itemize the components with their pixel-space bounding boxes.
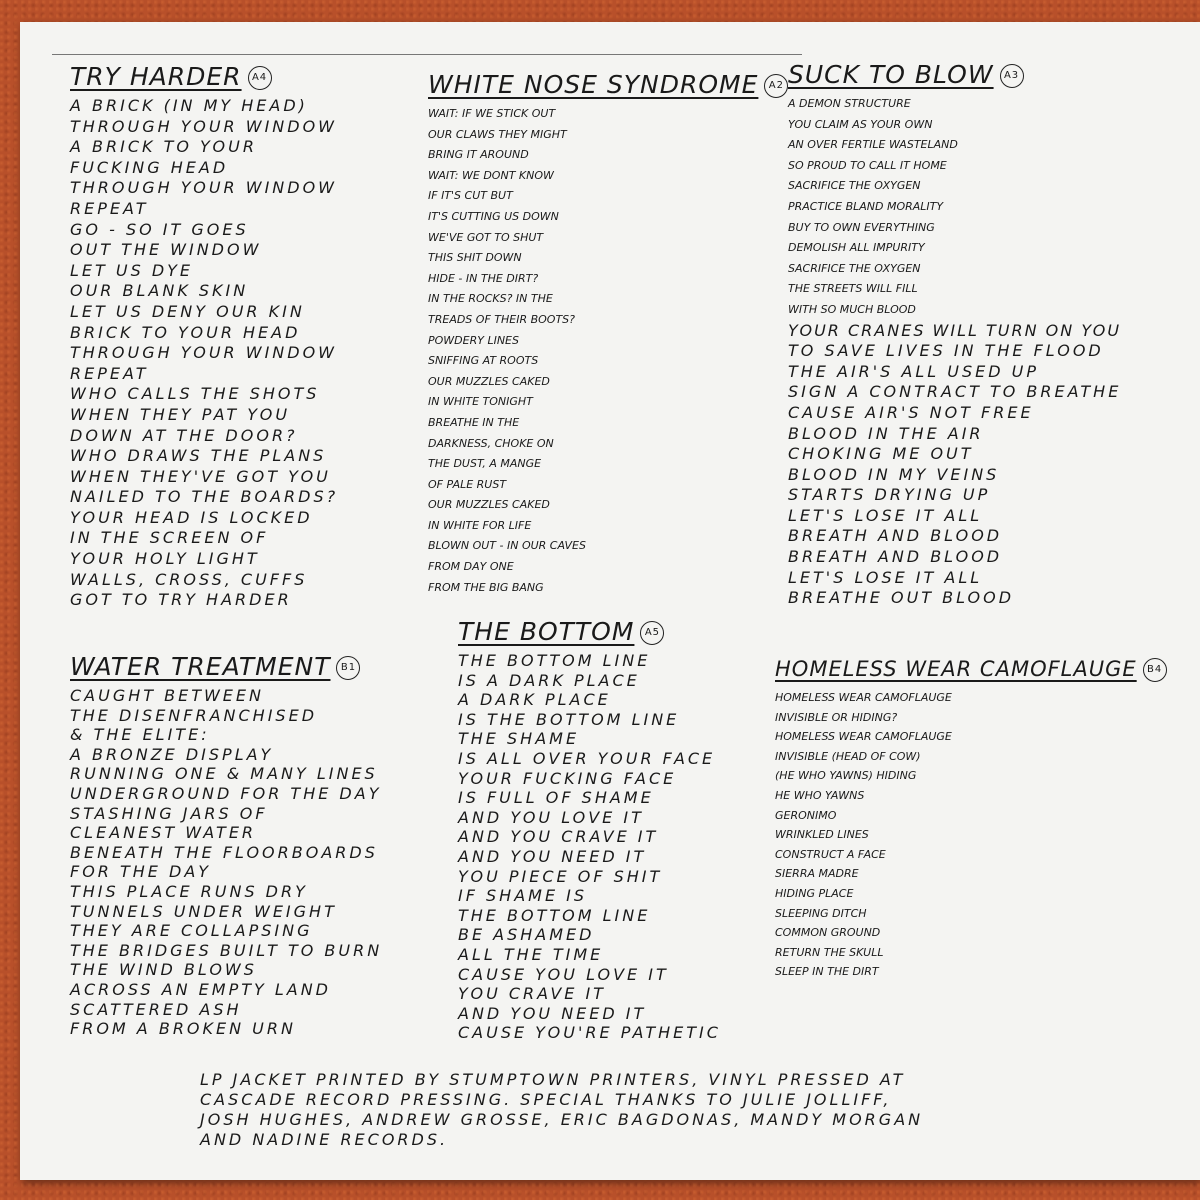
- lyric-line: LET'S LOSE IT ALL: [788, 567, 983, 587]
- lyric-line: PRACTICE BLAND MORALITY: [788, 199, 944, 213]
- lyric-line: THE SHAME: [458, 729, 580, 749]
- lyric-line: YOUR FUCKING FACE: [458, 768, 677, 788]
- lyric-line: & THE ELITE:: [70, 725, 210, 745]
- lyric-line: BE ASHAMED: [458, 925, 595, 945]
- lyric-line: YOUR HEAD IS LOCKED: [70, 507, 313, 527]
- lyric-line: LET'S LOSE IT ALL: [788, 505, 983, 525]
- lyric-line: THE WIND BLOWS: [70, 960, 257, 980]
- lyric-line: FROM DAY ONE: [428, 560, 514, 574]
- lyric-line: SACRIFICE THE OXYGEN: [788, 179, 921, 193]
- lyric-line: BUY TO OWN EVERYTHING: [788, 220, 935, 234]
- lyric-line: IS THE BOTTOM LINE: [458, 709, 680, 729]
- lyric-line: THE BOTTOM LINE: [458, 651, 651, 670]
- credits-line: JOSH HUGHES, ANDREW GROSSE, ERIC BAGDONAS, MANDY MORGAN: [200, 1110, 924, 1129]
- lyric-line: WAIT: WE DONT KNOW: [428, 168, 554, 182]
- lyric-line: THROUGH YOUR WINDOW: [70, 178, 337, 198]
- song-title: WHITE NOSE SYNDROME A2: [428, 70, 788, 100]
- song-title: HOMELESS WEAR CAMOFLAUGE B4: [775, 654, 1167, 684]
- lyric-line: BREATH AND BLOOD: [788, 547, 1003, 567]
- lyric-line: REPEAT: [70, 363, 149, 383]
- song-lyrics: [458, 651, 721, 1043]
- lyric-line: DEMOLISH ALL IMPURITY: [788, 241, 925, 255]
- lyric-line: IF SHAME IS: [458, 886, 588, 906]
- song-suck-to-blow: [788, 60, 1121, 609]
- lyric-line: TO SAVE LIVES IN THE FLOOD: [788, 341, 1104, 361]
- lyric-line: CONSTRUCT A FACE: [775, 847, 886, 861]
- lyric-line: THE DUST, A MANGE: [428, 457, 542, 471]
- lyric-line: IN WHITE FOR LIFE: [428, 518, 532, 532]
- lyric-line: RUNNING ONE & MANY LINES: [70, 764, 378, 784]
- lyric-line: WHO CALLS THE SHOTS: [70, 384, 320, 404]
- lyric-line: BREATHE IN THE: [428, 415, 520, 429]
- lyric-line: YOU PIECE OF SHIT: [458, 866, 663, 886]
- lyric-line: THE BOTTOM LINE: [458, 905, 651, 925]
- lyric-line: A BRONZE DISPLAY: [70, 744, 274, 764]
- lyric-line: AND YOU LOVE IT: [458, 807, 644, 827]
- lyric-line: CLEANEST WATER: [70, 823, 257, 843]
- lyric-line: BLOOD IN MY VEINS: [788, 464, 1000, 484]
- lyric-line: BENEATH THE FLOORBOARDS: [70, 842, 378, 862]
- lyric-line: IN THE SCREEN OF: [70, 528, 269, 548]
- lyric-line: THIS PLACE RUNS DRY: [70, 881, 308, 901]
- lyric-line: WHEN THEY PAT YOU: [70, 404, 291, 424]
- lyric-line: NAILED TO THE BOARDS?: [70, 487, 339, 507]
- lyric-line: COMMON GROUND: [775, 926, 881, 940]
- lyric-line: OF PALE RUST: [428, 477, 507, 491]
- lyric-line: AN OVER FERTILE WASTELAND: [788, 138, 958, 152]
- song-lyrics: [70, 686, 382, 1039]
- lyric-line: TREADS OF THEIR BOOTS?: [428, 312, 575, 326]
- lyric-line: IN WHITE TONIGHT: [428, 395, 533, 409]
- lyric-line: CHOKING ME OUT: [788, 444, 974, 464]
- lyric-line: A BRICK (IN MY HEAD): [70, 96, 308, 115]
- lyric-line: THE STREETS WILL FILL: [788, 282, 918, 296]
- lyric-line: WHO DRAWS THE PLANS: [70, 446, 327, 466]
- lyric-sheet: [20, 22, 1200, 1180]
- credits: [200, 1070, 1100, 1150]
- lyric-line: HOMELESS WEAR CAMOFLAUGE: [775, 730, 952, 744]
- lyric-line: DOWN AT THE DOOR?: [70, 425, 298, 445]
- lyric-line: DARKNESS, CHOKE ON: [428, 436, 554, 450]
- lyric-line: ALL THE TIME: [458, 944, 604, 964]
- lyric-line: (HE WHO YAWNS) HIDING: [775, 769, 917, 783]
- lyric-line: IT'S CUTTING US DOWN: [428, 209, 559, 223]
- lyric-line: WAIT: IF WE STICK OUT: [428, 107, 556, 120]
- lyric-line: CAUSE YOU'RE PATHETIC: [458, 1023, 721, 1043]
- song-lyrics: [70, 96, 338, 611]
- lyric-line: HE WHO YAWNS: [775, 788, 865, 802]
- lyric-line: THEY ARE COLLAPSING: [70, 921, 313, 941]
- song-white-nose-syndrome: [428, 70, 788, 598]
- lyric-line: SO PROUD TO CALL IT HOME: [788, 158, 947, 172]
- lyric-line: CAUGHT BETWEEN: [70, 686, 264, 705]
- lyric-line: SNIFFING AT ROOTS: [428, 354, 539, 368]
- lyric-line: THE DISENFRANCHISED: [70, 705, 318, 725]
- song-the-bottom: [458, 617, 721, 1043]
- track-badge: A4: [248, 66, 272, 90]
- song-lyrics: [428, 104, 788, 598]
- song-lyrics: [775, 688, 1167, 982]
- lyric-line: YOUR CRANES WILL TURN ON YOU: [788, 320, 1122, 340]
- credits-line: CASCADE RECORD PRESSING. SPECIAL THANKS TO JULIE JOLLIFF,: [200, 1090, 892, 1109]
- lyric-line: GO - SO IT GOES: [70, 219, 249, 239]
- lyric-line: CAUSE YOU LOVE IT: [458, 964, 669, 984]
- lyric-line: IN THE ROCKS? IN THE: [428, 292, 553, 306]
- lyric-line: ACROSS AN EMPTY LAND: [70, 979, 331, 999]
- lyric-line: LET US DYE: [70, 260, 194, 280]
- track-badge: B1: [336, 656, 360, 680]
- lyric-line: A DEMON STRUCTURE: [788, 97, 911, 110]
- top-rule: [52, 54, 802, 55]
- credits-line: LP JACKET PRINTED BY STUMPTOWN PRINTERS, VINYL PRESSED AT: [200, 1070, 906, 1089]
- lyric-line: THE AIR'S ALL USED UP: [788, 361, 1040, 381]
- lyric-line: AND YOU CRAVE IT: [458, 827, 659, 847]
- song-water-treatment: [70, 652, 382, 1039]
- lyric-line: SLEEP IN THE DIRT: [775, 965, 879, 979]
- lyric-line: INVISIBLE OR HIDING?: [775, 710, 898, 724]
- lyric-line: INVISIBLE (HEAD OF COW): [775, 749, 921, 763]
- lyric-line: HIDING PLACE: [775, 886, 854, 900]
- song-title: WATER TREATMENT B1: [70, 652, 382, 682]
- lyric-line: IF IT'S CUT BUT: [428, 189, 513, 203]
- lyric-line: HOMELESS WEAR CAMOFLAUGE: [775, 691, 952, 704]
- lyric-line: BRING IT AROUND: [428, 148, 529, 162]
- lyric-line: STARTS DRYING UP: [788, 485, 991, 505]
- lyric-line: WRINKLED LINES: [775, 828, 869, 842]
- lyric-line: THROUGH YOUR WINDOW: [70, 343, 337, 363]
- lyric-line: SACRIFICE THE OXYGEN: [788, 261, 921, 275]
- lyric-line: OUR MUZZLES CAKED: [428, 498, 550, 512]
- lyric-line: AND YOU NEED IT: [458, 1003, 647, 1023]
- track-badge: A2: [764, 74, 788, 98]
- lyric-line: OUR CLAWS THEY MIGHT: [428, 127, 567, 141]
- lyric-line: IS ALL OVER YOUR FACE: [458, 748, 716, 768]
- lyric-line: BLOOD IN THE AIR: [788, 423, 984, 443]
- lyric-line: WHEN THEY'VE GOT YOU: [70, 466, 331, 486]
- lyric-line: OUT THE WINDOW: [70, 240, 262, 260]
- lyric-line: WITH SO MUCH BLOOD: [788, 302, 916, 316]
- song-homeless-wear-camoflauge: [775, 654, 1167, 982]
- credits-line: AND NADINE RECORDS.: [200, 1130, 449, 1149]
- lyric-line: OUR MUZZLES CAKED: [428, 374, 550, 388]
- lyric-line: GOT TO TRY HARDER: [70, 590, 292, 610]
- lyric-line: FROM THE BIG BANG: [428, 580, 544, 594]
- lyric-line: STASHING JARS OF: [70, 803, 268, 823]
- song-try-harder: [70, 62, 338, 611]
- lyric-line: BREATHE OUT BLOOD: [788, 588, 1015, 608]
- lyric-line: FROM A BROKEN URN: [70, 1019, 296, 1039]
- lyric-line: SIERRA MADRE: [775, 867, 859, 881]
- lyric-line: BRICK TO YOUR HEAD: [70, 322, 301, 342]
- lyric-line: SLEEPING DITCH: [775, 906, 867, 920]
- track-badge: B4: [1143, 658, 1167, 682]
- lyric-line: LET US DENY OUR KIN: [70, 301, 305, 321]
- lyric-line: YOUR HOLY LIGHT: [70, 549, 260, 569]
- lyric-line: GERONIMO: [775, 808, 837, 822]
- lyric-line: A DARK PLACE: [458, 690, 611, 710]
- lyric-line: FUCKING HEAD: [70, 157, 229, 177]
- lyric-line: REPEAT: [70, 198, 149, 218]
- lyric-line: IS A DARK PLACE: [458, 670, 640, 690]
- lyric-line: SCATTERED ASH: [70, 999, 242, 1019]
- track-badge: A3: [1000, 64, 1024, 88]
- lyric-line: SIGN A CONTRACT TO BREATHE: [788, 382, 1122, 402]
- song-title: SUCK TO BLOW A3: [788, 60, 1121, 90]
- lyric-line: AND YOU NEED IT: [458, 846, 647, 866]
- lyric-line: WE'VE GOT TO SHUT: [428, 230, 544, 244]
- track-badge: A5: [640, 621, 664, 645]
- lyric-line: CAUSE AIR'S NOT FREE: [788, 402, 1034, 422]
- lyric-line: HIDE - IN THE DIRT?: [428, 271, 539, 285]
- lyric-line: POWDERY LINES: [428, 333, 519, 347]
- lyric-line: UNDERGROUND FOR THE DAY: [70, 783, 382, 803]
- lyric-line: YOU CLAIM AS YOUR OWN: [788, 117, 933, 131]
- lyric-line: BREATH AND BLOOD: [788, 526, 1003, 546]
- lyric-line: WALLS, CROSS, CUFFS: [70, 569, 308, 589]
- lyric-line: OUR BLANK SKIN: [70, 281, 249, 301]
- song-title: TRY HARDER A4: [70, 62, 338, 92]
- lyric-line: IS FULL OF SHAME: [458, 788, 654, 808]
- lyric-line: YOU CRAVE IT: [458, 984, 606, 1004]
- lyric-line: THROUGH YOUR WINDOW: [70, 116, 337, 136]
- song-title: THE BOTTOM A5: [458, 617, 721, 647]
- song-lyrics: [788, 94, 1121, 609]
- lyric-line: THE BRIDGES BUILT TO BURN: [70, 940, 383, 960]
- lyric-line: TUNNELS UNDER WEIGHT: [70, 901, 337, 921]
- lyric-line: A BRICK TO YOUR: [70, 137, 257, 157]
- lyric-line: RETURN THE SKULL: [775, 945, 884, 959]
- lyric-line: THIS SHIT DOWN: [428, 251, 522, 265]
- lyric-line: FOR THE DAY: [70, 862, 212, 882]
- lyric-line: BLOWN OUT - IN OUR CAVES: [428, 539, 586, 553]
